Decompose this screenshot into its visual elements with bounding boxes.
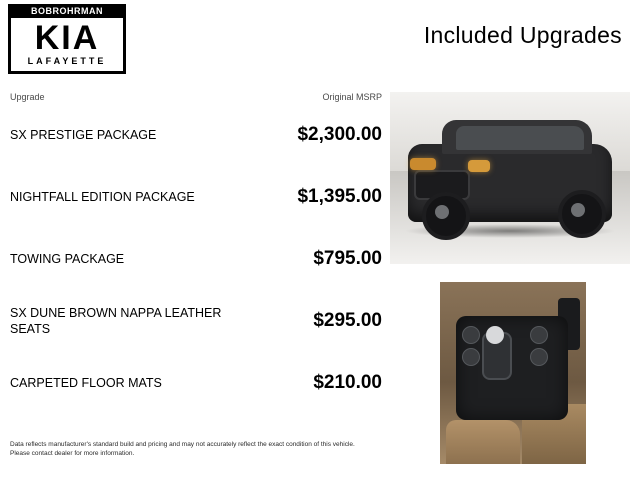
table-row: [10, 104, 382, 166]
upgrades-table: [10, 92, 382, 414]
vehicle-exterior-photo: [390, 92, 630, 264]
upgrade-label: SX PRESTIGE PACKAGE: [10, 128, 157, 142]
upgrade-price: $1,395.00: [297, 186, 382, 207]
column-header-msrp: Original MSRP: [322, 92, 382, 102]
brand-wordmark: KIA: [34, 19, 100, 57]
upgrade-label: TOWING PACKAGE: [10, 252, 125, 266]
front-wheel: [422, 192, 470, 240]
suv-windows: [456, 126, 584, 150]
console-button: [530, 326, 548, 344]
upgrade-price: $795.00: [313, 248, 382, 269]
upgrade-price: $210.00: [313, 372, 382, 393]
dealer-logo: [8, 4, 126, 74]
rear-wheel: [558, 190, 606, 238]
disclaimer-line-1: Data reflects manufacturer's standard build and pricing and may not accurately reflect the exact condition of this vehicle.: [10, 441, 355, 448]
console-button: [462, 326, 480, 344]
disclaimer: [10, 440, 385, 458]
dealer-location: LAFAYETTE: [27, 56, 107, 66]
console-button: [530, 348, 548, 366]
vehicle-interior-photo: [440, 282, 586, 464]
table-header-row: [10, 92, 382, 104]
table-row: [10, 290, 382, 352]
headlight-left: [410, 158, 436, 170]
shifter-knob: [486, 326, 504, 344]
upgrade-label: SX DUNE BROWN NAPPA LEATHER SEATS: [10, 306, 222, 336]
upgrade-price: $295.00: [313, 310, 382, 331]
upgrade-price: $2,300.00: [297, 124, 382, 145]
headlight-right: [468, 160, 490, 172]
leather-seat-left: [446, 420, 520, 464]
table-row: [10, 228, 382, 290]
upgrade-label: CARPETED FLOOR MATS: [10, 376, 162, 390]
dealer-name-banner: BOBROHRMAN: [8, 4, 126, 18]
console-button: [462, 348, 480, 366]
table-row: [10, 352, 382, 414]
page-title: Included Upgrades: [423, 22, 622, 48]
kia-logo-box: [8, 18, 126, 74]
upgrade-label: NIGHTFALL EDITION PACKAGE: [10, 190, 195, 204]
table-row: [10, 166, 382, 228]
column-header-upgrade: Upgrade: [10, 92, 45, 102]
disclaimer-line-2: Please contact dealer for more information.: [10, 450, 135, 457]
